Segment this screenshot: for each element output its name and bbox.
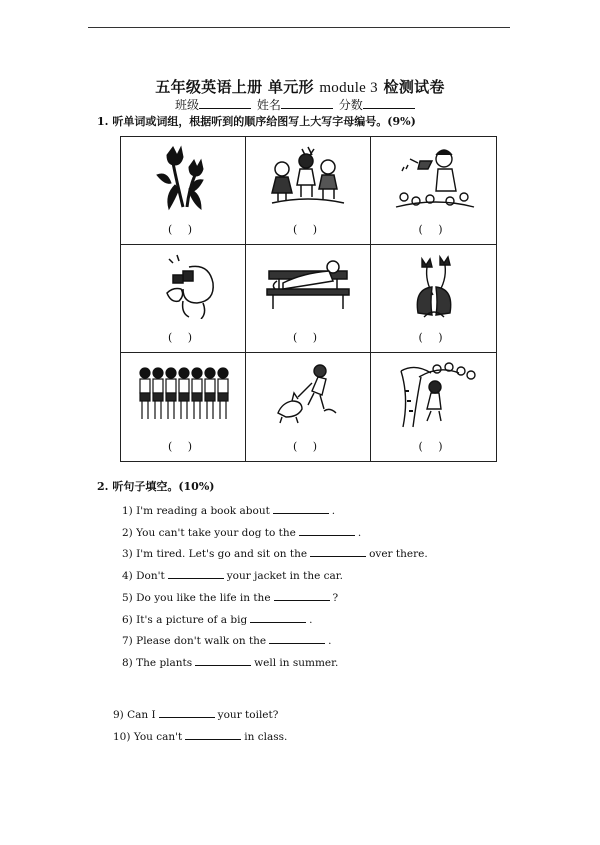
section1-heading: 1. 听单词或词组，根据听到的顺序给图写上大写字母编号。(9%) bbox=[97, 115, 416, 128]
fill-blank[interactable] bbox=[195, 655, 251, 666]
list-item: 1) I'm reading a book about . bbox=[122, 505, 336, 517]
flower-plant-icon bbox=[404, 253, 464, 323]
picture-grid bbox=[120, 136, 497, 462]
answer-blank[interactable]: ( ) bbox=[292, 440, 324, 453]
girl-watering-flowers-icon bbox=[392, 145, 476, 213]
answer-blank[interactable]: ( ) bbox=[167, 223, 199, 236]
class-field[interactable] bbox=[199, 97, 251, 109]
score-label: 分数 bbox=[338, 98, 363, 112]
children-playing-icon bbox=[268, 145, 348, 211]
fill-blank[interactable] bbox=[269, 633, 325, 644]
row-of-students-icon bbox=[135, 361, 231, 425]
list-item: 10) You can't in class. bbox=[113, 731, 288, 743]
fill-blank[interactable] bbox=[185, 729, 241, 740]
score-field[interactable] bbox=[363, 97, 415, 109]
list-item: 2) You can't take your dog to the . bbox=[122, 527, 362, 539]
answer-blank[interactable]: ( ) bbox=[167, 331, 199, 344]
list-item: 5) Do you like the life in the ? bbox=[122, 592, 339, 604]
picture-cell bbox=[246, 245, 371, 353]
girl-climbing-tree-icon bbox=[389, 361, 479, 429]
fill-blank[interactable] bbox=[168, 568, 224, 579]
person-on-bench-icon bbox=[263, 253, 353, 313]
name-field[interactable] bbox=[281, 97, 333, 109]
fill-blank[interactable] bbox=[299, 525, 355, 536]
answer-blank[interactable]: ( ) bbox=[418, 331, 449, 344]
picture-cell bbox=[246, 353, 371, 461]
list-item: 8) The plants well in summer. bbox=[122, 657, 339, 669]
list-item: 3) I'm tired. Let's go and sit on the over there. bbox=[122, 548, 428, 560]
fill-blank[interactable] bbox=[273, 503, 329, 514]
picture-cell bbox=[246, 137, 371, 245]
picture-cell bbox=[121, 353, 246, 461]
picture-cell bbox=[121, 245, 246, 353]
boy-with-binoculars-icon bbox=[143, 253, 223, 319]
list-item: 4) Don't your jacket in the car. bbox=[122, 570, 343, 582]
name-label: 姓名 bbox=[256, 98, 281, 112]
answer-blank[interactable]: ( ) bbox=[418, 440, 449, 453]
list-item: 7) Please don't walk on the . bbox=[122, 635, 332, 647]
answer-blank[interactable]: ( ) bbox=[167, 440, 199, 453]
picture-cell bbox=[371, 353, 496, 461]
picture-cell bbox=[121, 137, 246, 245]
answer-blank[interactable]: ( ) bbox=[418, 223, 449, 236]
list-item: 9) Can I your toilet? bbox=[113, 709, 279, 721]
student-info bbox=[175, 96, 417, 113]
page-title: 五年级英语上册 单元形 module 3 检测试卷 bbox=[155, 78, 445, 96]
answer-blank[interactable]: ( ) bbox=[292, 223, 324, 236]
picture-cell bbox=[371, 245, 496, 353]
boy-walking-dog-icon bbox=[268, 361, 348, 427]
class-label: 班级 bbox=[175, 98, 200, 112]
picture-cell bbox=[371, 137, 496, 245]
fill-blank[interactable] bbox=[250, 612, 306, 623]
top-rule bbox=[88, 27, 510, 28]
answer-blank[interactable]: ( ) bbox=[292, 331, 324, 344]
tulips-icon bbox=[153, 145, 213, 215]
fill-blank[interactable] bbox=[159, 707, 215, 718]
section2-heading: 2. 听句子填空。(10%) bbox=[97, 480, 215, 493]
list-item: 6) It's a picture of a big . bbox=[122, 614, 313, 626]
fill-blank[interactable] bbox=[274, 590, 330, 601]
fill-blank[interactable] bbox=[310, 546, 366, 557]
